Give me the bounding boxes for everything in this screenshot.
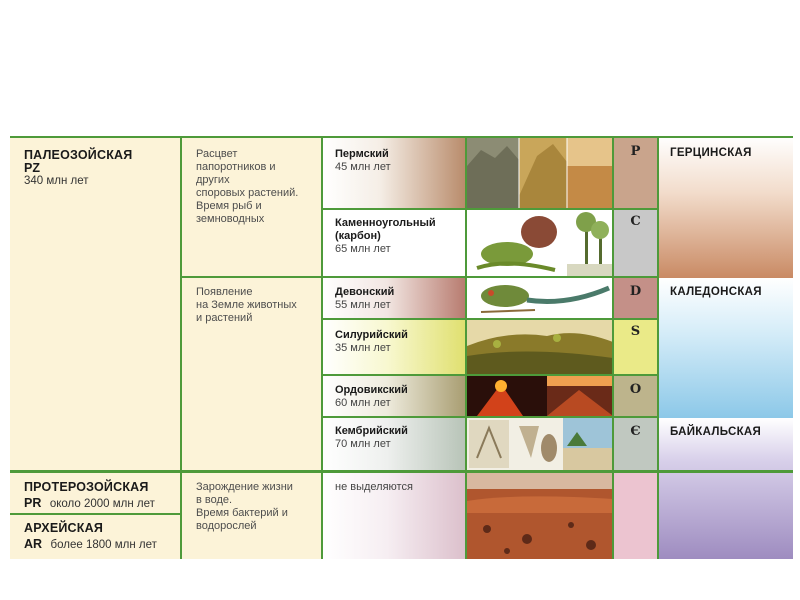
precambrian-desert-image <box>467 473 613 559</box>
era-age: более 1800 млн лет <box>50 539 157 551</box>
grid-line <box>180 136 182 559</box>
grid-line <box>10 136 793 138</box>
era-age: 340 млн лет <box>24 175 89 187</box>
grid-line <box>323 208 657 210</box>
grid-line <box>657 136 659 559</box>
geochronological-table <box>10 136 793 559</box>
period-age: 70 млн лет <box>335 438 391 450</box>
ordovician-volcano-image <box>467 376 613 416</box>
folding-hercynian <box>659 136 793 278</box>
folding-name: КАЛЕДОНСКАЯ <box>670 286 762 298</box>
folding-name: ГЕРЦИНСКАЯ <box>670 147 752 159</box>
period-not-distinguished: не выделяются <box>335 481 413 493</box>
grid-line <box>323 374 657 376</box>
period-symbol: S <box>630 324 641 339</box>
devonian-fauna-image <box>467 278 613 318</box>
folding-caledonian <box>659 278 793 418</box>
grid-line <box>323 416 657 418</box>
period-name: Пермский <box>335 148 389 160</box>
silurian-landscape-image <box>467 320 613 374</box>
period-name: Каменноугольный (карбон) <box>335 217 436 242</box>
permian-landscape-image <box>467 136 613 208</box>
period-name: Ордовикский <box>335 384 408 396</box>
period-age: 65 млн лет <box>335 243 391 255</box>
period-age: 35 млн лет <box>335 342 391 354</box>
period-age: 55 млн лет <box>335 299 391 311</box>
era-code: PZ <box>24 161 40 175</box>
period-symbol: D <box>629 284 642 299</box>
period-symbol: P <box>630 144 641 159</box>
era-name: ПАЛЕОЗОЙСКАЯ <box>24 148 133 162</box>
cambrian-fossils-image <box>467 418 613 470</box>
description-appearance: Появление на Земле животных и растений <box>196 286 297 324</box>
folding-baikalian <box>659 418 793 559</box>
grid-line <box>321 136 323 559</box>
symbol-cell-none <box>614 473 657 559</box>
carboniferous-fauna-image <box>467 210 613 276</box>
period-age: 60 млн лет <box>335 397 391 409</box>
description-ferns: Расцвет папоротников и других споровых растений. Время рыб и земноводных <box>196 148 299 225</box>
era-proterozoic <box>10 472 180 512</box>
era-name: ПРОТЕРОЗОЙСКАЯ <box>24 480 149 494</box>
era-archean <box>10 515 180 559</box>
grid-line <box>10 470 793 473</box>
era-age: около 2000 млн лет <box>49 498 155 510</box>
grid-line <box>10 513 180 515</box>
description-origin: Зарождение жизни в воде. Время бактерий и водорослей <box>196 481 293 532</box>
period-symbol: C <box>630 214 641 229</box>
era-paleozoic <box>10 136 180 469</box>
period-age: 45 млн лет <box>335 161 391 173</box>
era-name: АРХЕЙСКАЯ <box>24 521 104 535</box>
grid-line <box>323 318 657 320</box>
period-name: Кембрийский <box>335 425 408 437</box>
era-code: PR <box>24 496 42 510</box>
period-name: Девонский <box>335 286 395 298</box>
folding-name: БАЙКАЛЬСКАЯ <box>670 426 762 438</box>
period-symbol: Є <box>630 424 641 439</box>
grid-line <box>465 136 467 559</box>
grid-line <box>612 136 614 559</box>
period-symbol: O <box>629 382 642 397</box>
grid-line <box>182 276 657 278</box>
era-code: AR <box>24 537 43 551</box>
period-name: Силурийский <box>335 329 408 341</box>
